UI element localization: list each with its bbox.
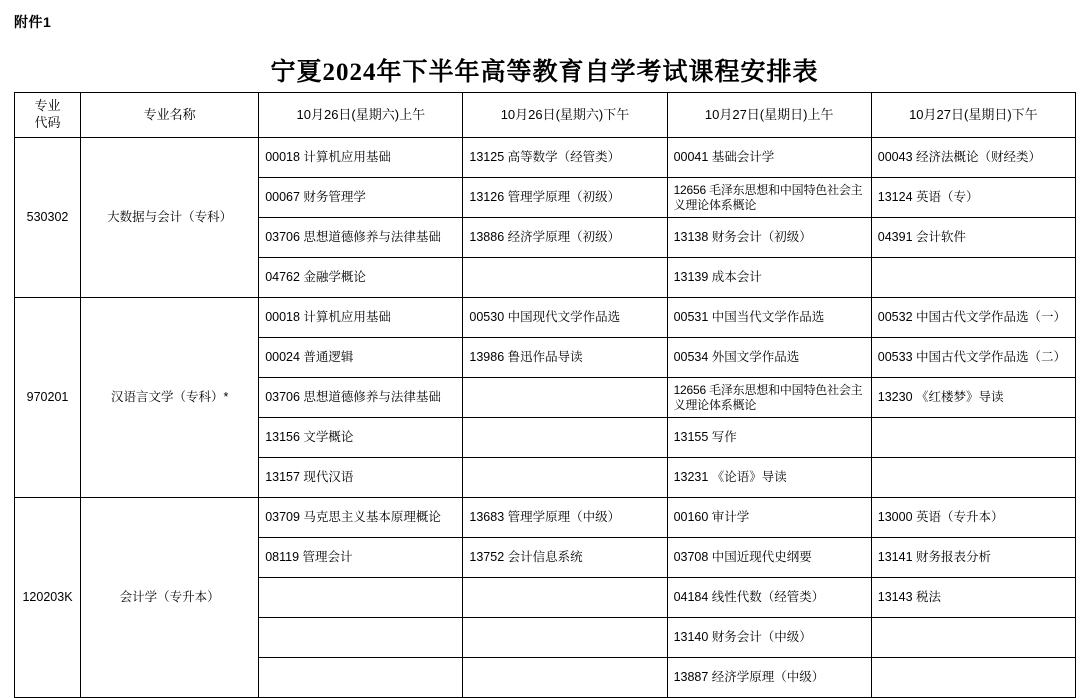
column-header-oct26-pm: 10月26日(星期六)下午 bbox=[463, 93, 667, 138]
attachment-label: 附件1 bbox=[14, 14, 52, 30]
exam-schedule-table bbox=[14, 92, 1076, 698]
course-cell bbox=[871, 458, 1075, 498]
course-cell: 00533 中国古代文学作品选（二） bbox=[871, 338, 1075, 378]
course-cell: 13752 会计信息系统 bbox=[463, 538, 667, 578]
course-cell: 13683 管理学原理（中级） bbox=[463, 498, 667, 538]
page-title: 宁夏2024年下半年高等教育自学考试课程安排表 bbox=[270, 59, 819, 86]
course-cell: 13143 税法 bbox=[871, 578, 1075, 618]
column-header-major-name: 专业名称 bbox=[81, 93, 259, 138]
course-cell: 13156 文学概论 bbox=[259, 418, 463, 458]
column-header-oct27-pm: 10月27日(星期日)下午 bbox=[871, 93, 1075, 138]
course-cell bbox=[259, 578, 463, 618]
major-name-cell: 会计学（专升本） bbox=[81, 498, 259, 698]
course-cell bbox=[463, 378, 667, 418]
course-cell: 13141 财务报表分析 bbox=[871, 538, 1075, 578]
course-cell: 12656 毛泽东思想和中国特色社会主义理论体系概论 bbox=[667, 178, 871, 218]
major-name-cell: 汉语言文学（专科）* bbox=[81, 298, 259, 498]
course-cell: 13126 管理学原理（初级） bbox=[463, 178, 667, 218]
course-cell: 04762 金融学概论 bbox=[259, 258, 463, 298]
course-cell bbox=[871, 418, 1075, 458]
course-cell: 00041 基础会计学 bbox=[667, 138, 871, 178]
course-cell: 00160 审计学 bbox=[667, 498, 871, 538]
course-cell: 00531 中国当代文学作品选 bbox=[667, 298, 871, 338]
major-code-cell: 120203K bbox=[15, 498, 81, 698]
course-cell: 00530 中国现代文学作品选 bbox=[463, 298, 667, 338]
table-row bbox=[15, 298, 1076, 338]
major-name-cell: 大数据与会计（专科） bbox=[81, 138, 259, 298]
table-body bbox=[15, 138, 1076, 698]
course-cell bbox=[463, 618, 667, 658]
course-cell: 13125 高等数学（经管类） bbox=[463, 138, 667, 178]
course-cell: 04184 线性代数（经管类） bbox=[667, 578, 871, 618]
course-cell: 04391 会计软件 bbox=[871, 218, 1075, 258]
course-cell bbox=[871, 258, 1075, 298]
course-cell bbox=[463, 258, 667, 298]
course-cell: 00532 中国古代文学作品选（一） bbox=[871, 298, 1075, 338]
major-code-cell: 970201 bbox=[15, 298, 81, 498]
course-cell: 00067 财务管理学 bbox=[259, 178, 463, 218]
course-cell: 03709 马克思主义基本原理概论 bbox=[259, 498, 463, 538]
course-cell bbox=[463, 418, 667, 458]
course-cell: 13230 《红楼梦》导读 bbox=[871, 378, 1075, 418]
column-header-major-code-line2: 代码 bbox=[34, 115, 61, 130]
course-cell: 13138 财务会计（初级） bbox=[667, 218, 871, 258]
table-row bbox=[15, 498, 1076, 538]
course-cell: 13124 英语（专） bbox=[871, 178, 1075, 218]
course-cell: 13155 写作 bbox=[667, 418, 871, 458]
column-header-oct27-am: 10月27日(星期日)上午 bbox=[667, 93, 871, 138]
column-header-major-code bbox=[15, 93, 81, 138]
course-cell: 13887 经济学原理（中级） bbox=[667, 658, 871, 698]
course-cell: 13231 《论语》导读 bbox=[667, 458, 871, 498]
course-cell: 13000 英语（专升本） bbox=[871, 498, 1075, 538]
table-header-row bbox=[15, 93, 1076, 138]
course-cell: 08119 管理会计 bbox=[259, 538, 463, 578]
course-cell: 13986 鲁迅作品导读 bbox=[463, 338, 667, 378]
course-cell bbox=[259, 618, 463, 658]
course-cell: 00534 外国文学作品选 bbox=[667, 338, 871, 378]
table-header bbox=[15, 93, 1076, 138]
major-code-cell: 530302 bbox=[15, 138, 81, 298]
course-cell: 00018 计算机应用基础 bbox=[259, 298, 463, 338]
course-cell bbox=[463, 578, 667, 618]
course-cell: 13140 财务会计（中级） bbox=[667, 618, 871, 658]
column-header-oct26-am: 10月26日(星期六)上午 bbox=[259, 93, 463, 138]
course-cell: 13157 现代汉语 bbox=[259, 458, 463, 498]
course-cell: 12656 毛泽东思想和中国特色社会主义理论体系概论 bbox=[667, 378, 871, 418]
course-cell: 00043 经济法概论（财经类） bbox=[871, 138, 1075, 178]
course-cell bbox=[871, 618, 1075, 658]
course-cell: 13886 经济学原理（初级） bbox=[463, 218, 667, 258]
course-cell: 03706 思想道德修养与法律基础 bbox=[259, 378, 463, 418]
table-row bbox=[15, 138, 1076, 178]
course-cell bbox=[463, 458, 667, 498]
course-cell: 00024 普通逻辑 bbox=[259, 338, 463, 378]
course-cell: 13139 成本会计 bbox=[667, 258, 871, 298]
course-cell: 00018 计算机应用基础 bbox=[259, 138, 463, 178]
course-cell: 03708 中国近现代史纲要 bbox=[667, 538, 871, 578]
course-cell: 03706 思想道德修养与法律基础 bbox=[259, 218, 463, 258]
column-header-major-code-line1: 专业 bbox=[34, 98, 61, 114]
